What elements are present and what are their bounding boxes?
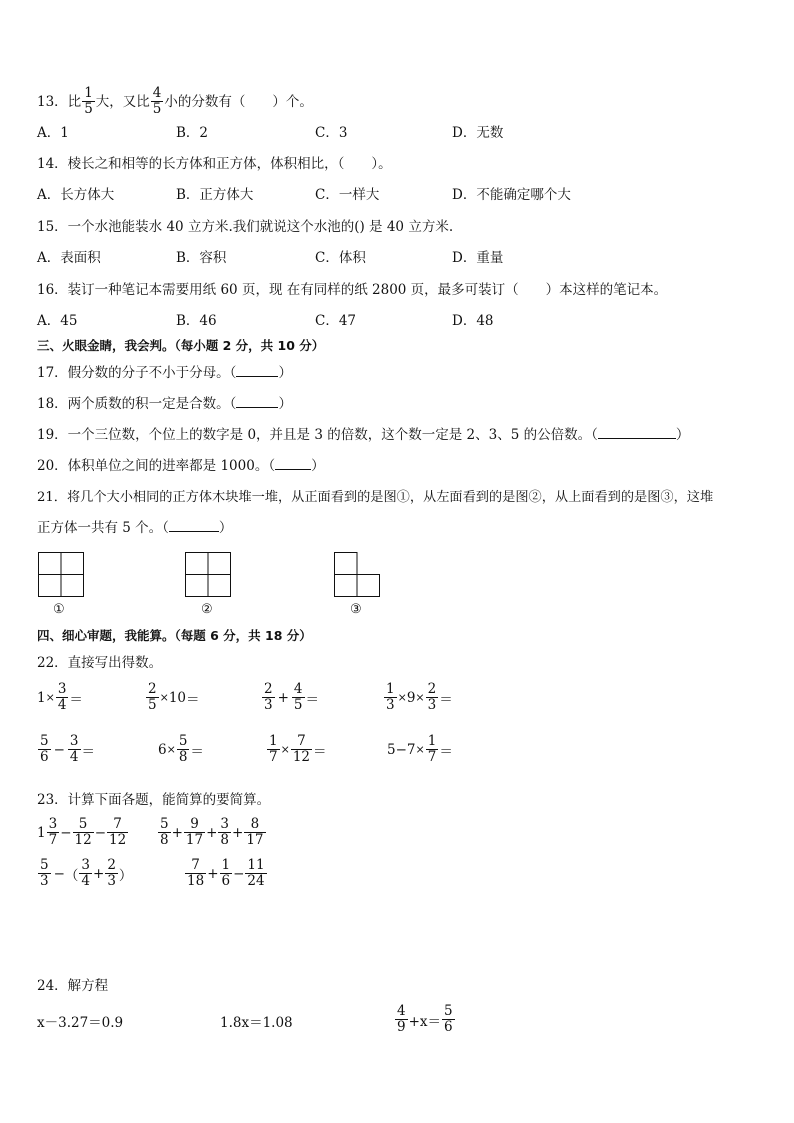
- q13-option-a: A．1: [37, 125, 69, 141]
- question-13: [37, 86, 313, 117]
- q23-calc-4: 7 18 + $\frac{1}{6}$ − $\frac{11}{24}$: [187, 857, 265, 889]
- q16-option-b: B．46: [176, 313, 217, 329]
- q22-expr-6: 6 × $\frac{5}{8}$ ＝: [158, 733, 204, 765]
- q14-option-c: C．一样大: [315, 187, 380, 203]
- question-21-line-1: 21．将几个大小相同的正方体木块堆一堆，从正面看到的是图①，从左面看到的是图②，从上面看到的是图③，这堆: [37, 490, 714, 505]
- q13-option-c: C．3: [315, 125, 348, 141]
- answer-blank[interactable]: [598, 426, 676, 439]
- q16-option-d: D．48: [452, 313, 494, 329]
- figure-front-view: [38, 552, 86, 600]
- figure-top-view: [334, 552, 382, 600]
- q15-option-d: D．重量: [452, 250, 504, 266]
- question-18: 18．两个质数的积一定是合数。（ ）: [37, 396, 292, 412]
- q23-calc-1: 1 3 7 − $\frac{5}{12}$ − $\frac{7}{12}$: [37, 816, 127, 848]
- section-3-heading: 三、火眼金睛，我会判。（每小题 2 分，共 10 分）: [37, 338, 325, 353]
- q13-option-d: D．无数: [452, 125, 504, 141]
- q14-option-a: A．长方体大: [37, 187, 115, 203]
- q23-calc-3: 5 3 − （ 3 4 + $\frac{2}{3}$ ）: [40, 857, 133, 889]
- q15-option-a: A．表面积: [37, 250, 101, 266]
- q15-option-c: C．体积: [315, 250, 366, 266]
- q13-text-pre: 13．比: [37, 93, 82, 110]
- fraction: 4 5: [152, 85, 162, 117]
- figure-left-view: [185, 552, 233, 600]
- question-19: 19．一个三位数，个位上的数字是 0，并且是 3 的倍数，这个数一定是 2、3、5 的公倍数。（ ）: [37, 427, 690, 443]
- q22-expr-7: $\frac{1}{7}$ × $\frac{7}{12}$ ＝: [269, 733, 327, 765]
- q13-text-post: 小的分数有（ ）个。: [164, 93, 313, 110]
- fraction: 1 5: [84, 85, 93, 117]
- question-14: 14．棱长之和相等的长方体和正方体，体积相比，（ ）。: [37, 156, 392, 172]
- question-21-line-2: 正方体一共有 5 个。（ ）: [37, 520, 233, 536]
- q22-expr-4: $\frac{1}{3}$ × 9 × $\frac{2}{3}$ ＝: [386, 681, 453, 713]
- answer-blank[interactable]: [275, 457, 311, 470]
- q13-option-b: B．2: [176, 125, 209, 141]
- q22-expr-5: 5 6 − $\frac{3}{4}$ ＝: [40, 733, 95, 765]
- q23-calc-2: 5 8 + $\frac{9}{17}$ + $\frac{3}{8}$ + $\frac{8}{17}$: [160, 816, 264, 848]
- question-15: 15．一个水池能装水 40 立方米.我们就说这个水池的() 是 40 立方米.: [37, 219, 454, 235]
- question-22-title: 22．直接写出得数。: [37, 655, 163, 671]
- q16-option-c: C．47: [315, 313, 357, 329]
- q14-option-d: D．不能确定哪个大: [452, 187, 571, 203]
- q22-expr-2: $\frac{2}{5}$ × 10 ＝: [148, 681, 200, 713]
- q24-equation-3: 4 9 +x＝ 5 6: [397, 1003, 453, 1035]
- q15-option-b: B．容积: [176, 250, 227, 266]
- q22-expr-1: 1 × $\frac{3}{4}$ ＝: [37, 681, 83, 713]
- section-4-heading: 四、细心审题，我能算。（每题 6 分，共 18 分）: [37, 628, 312, 643]
- question-23-title: 23．计算下面各题，能简算的要简算。: [37, 792, 271, 808]
- q24-equation-2: 1.8x＝1.08: [220, 1015, 293, 1031]
- answer-blank[interactable]: [169, 519, 219, 532]
- question-24-title: 24．解方程: [37, 978, 109, 994]
- question-16: 16．装订一种笔记本需要用纸 60 页，现 在有同样的纸 2800 页，最多可装订（ ）本这样的笔记本。: [37, 282, 668, 298]
- q16-option-a: A．45: [37, 313, 78, 329]
- q14-option-b: B．正方体大: [176, 187, 254, 203]
- q24-equation-1: x－3.27＝0.9: [37, 1015, 124, 1031]
- question-20: 20．体积单位之间的进率都是 1000。（ ）: [37, 458, 325, 474]
- question-17: 17．假分数的分子不小于分母。（ ）: [37, 365, 292, 381]
- answer-blank[interactable]: [236, 395, 278, 408]
- figure-caption-2: ②: [201, 602, 213, 617]
- figure-caption-3: ③: [350, 602, 362, 617]
- q22-expr-3: 2 3 + $\frac{4}{5}$ ＝: [264, 681, 319, 713]
- q22-expr-8: 5 − 7 × $\frac{1}{7}$ ＝: [387, 733, 453, 765]
- q13-text-mid: 大，又比: [95, 93, 150, 110]
- figure-caption-1: ①: [53, 602, 65, 617]
- answer-blank[interactable]: [236, 364, 278, 377]
